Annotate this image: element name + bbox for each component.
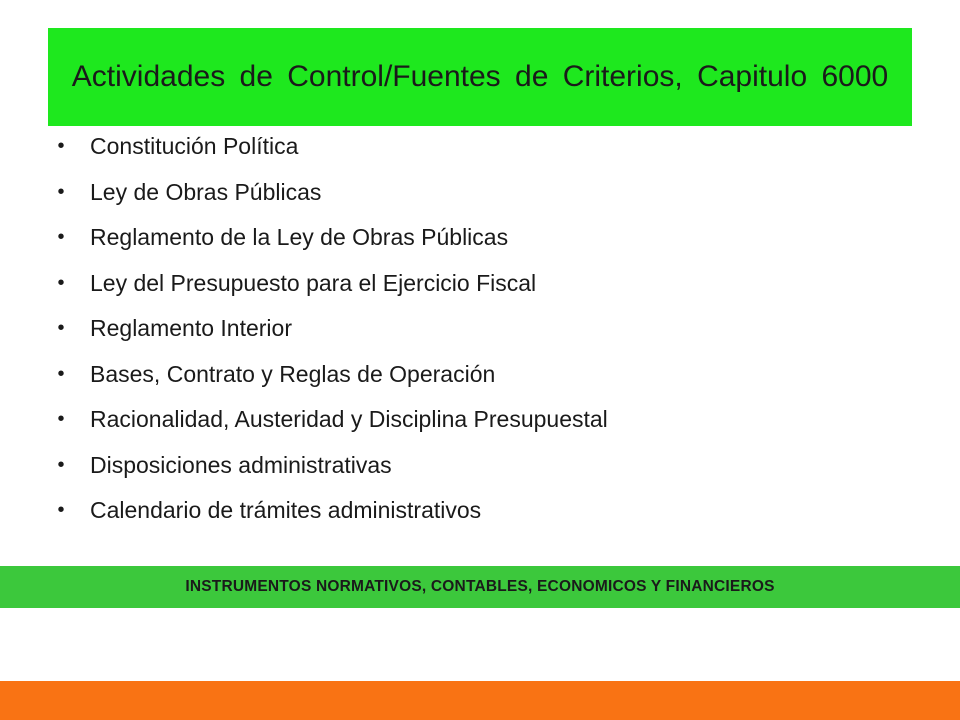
list-item xyxy=(52,306,912,352)
list-item-label: Racionalidad, Austeridad y Disciplina Presupuestal xyxy=(90,406,608,433)
list-item xyxy=(52,443,912,489)
bottom-decorative-bar xyxy=(0,681,960,720)
list-item xyxy=(52,261,912,307)
bullet-icon: • xyxy=(57,180,65,203)
list-item-label: Bases, Contrato y Reglas de Operación xyxy=(90,360,496,387)
list-item-label: Ley del Presupuesto para el Ejercicio Fiscal xyxy=(90,269,537,296)
slide-title-box xyxy=(48,28,912,126)
list-item-label: Reglamento Interior xyxy=(90,315,292,342)
list-item xyxy=(52,170,912,216)
list-item-label: Calendario de trámites administrativos xyxy=(90,497,482,524)
slide-title: Actividades de Control/Fuentes de Criterios, Capitulo 6000 xyxy=(71,60,889,93)
bullet-icon: • xyxy=(57,271,65,294)
bullet-icon: • xyxy=(57,408,65,431)
list-item xyxy=(52,397,912,443)
list-item-label: Constitución Política xyxy=(90,133,299,160)
bullet-list xyxy=(52,124,912,534)
list-item xyxy=(52,352,912,398)
list-item-label: Disposiciones administrativas xyxy=(90,451,392,478)
list-item-label: Reglamento de la Ley de Obras Públicas xyxy=(90,224,509,251)
footer-banner-text: INSTRUMENTOS NORMATIVOS, CONTABLES, ECONOMICOS Y FINANCIEROS xyxy=(185,578,775,595)
list-item-label: Ley de Obras Públicas xyxy=(90,178,322,205)
bullet-icon: • xyxy=(57,226,65,249)
bullet-icon: • xyxy=(57,362,65,385)
bullet-icon: • xyxy=(57,499,65,522)
bullet-icon: • xyxy=(57,453,65,476)
list-item xyxy=(52,488,912,534)
footer-banner xyxy=(0,566,960,608)
list-item xyxy=(52,215,912,261)
bullet-icon: • xyxy=(57,317,65,340)
list-item xyxy=(52,124,912,170)
bullet-icon: • xyxy=(57,135,65,158)
